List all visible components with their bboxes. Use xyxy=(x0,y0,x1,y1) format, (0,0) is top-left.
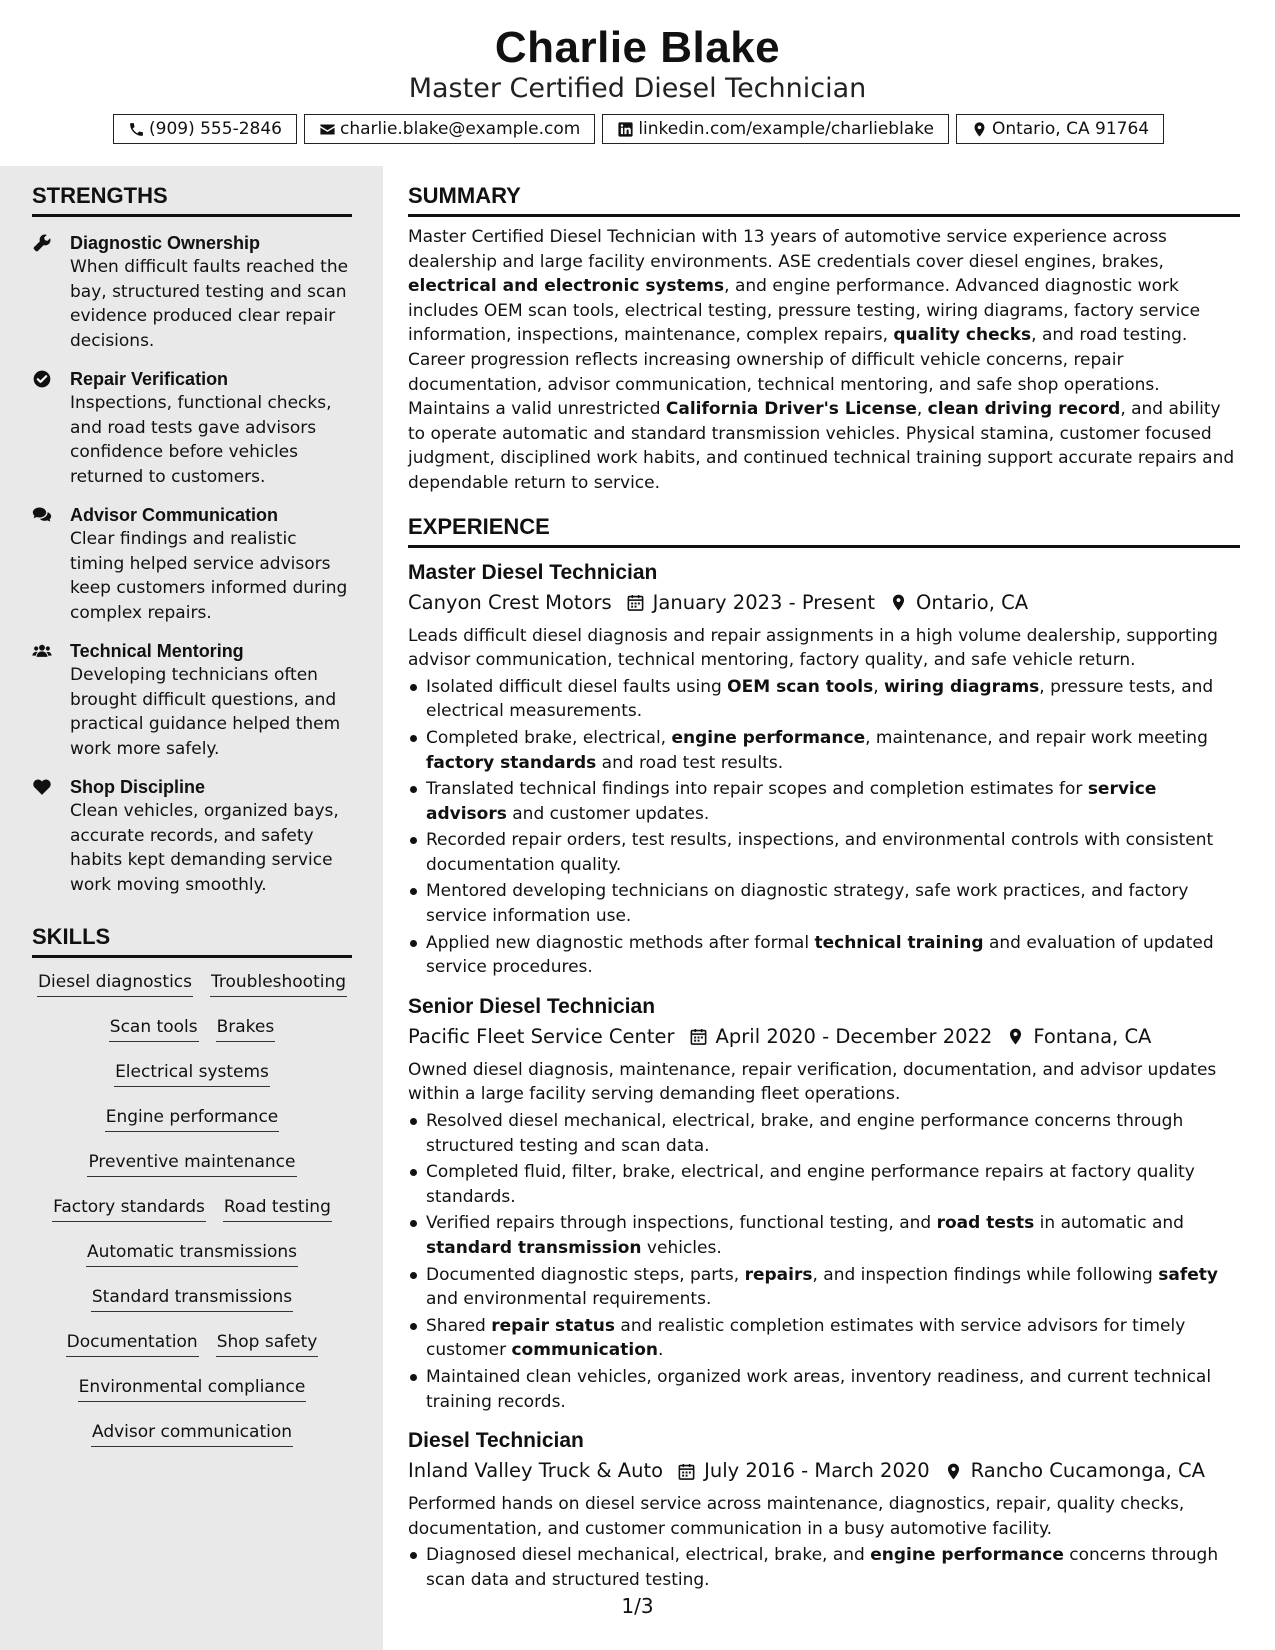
strength-name: Diagnostic Ownership xyxy=(70,233,261,253)
skill-tag: Advisor communication xyxy=(91,1420,293,1447)
strength-description: When difficult faults reached the bay, structured testing and scan evidence produced clear repair decisions. xyxy=(70,257,349,351)
job-role: Diesel Technician xyxy=(408,1429,584,1453)
strength-name: Technical Mentoring xyxy=(70,641,244,661)
users-icon xyxy=(32,641,52,661)
job-dates: January 2023 - Present xyxy=(652,590,876,614)
job-meta xyxy=(408,1022,1240,1052)
contact-bar xyxy=(113,114,1164,144)
text-segment: Completed brake, electrical, xyxy=(426,727,672,748)
text-segment: Maintained clean vehicles, organized work areas, inventory readiness, and current technical training records. xyxy=(426,1366,1212,1412)
job-bullets xyxy=(408,675,1240,980)
emphasis-text: repair status xyxy=(491,1315,616,1336)
map-pin-icon xyxy=(1006,1027,1025,1046)
check-circle-icon xyxy=(32,369,52,389)
text-segment: Shared xyxy=(426,1315,492,1336)
emphasis-text: factory standards xyxy=(426,752,597,773)
skill-tag: Automatic transmissions xyxy=(86,1240,298,1267)
bullet-item xyxy=(408,1160,1240,1209)
text-segment: . xyxy=(657,1340,664,1361)
strength-item xyxy=(32,639,352,761)
left-column xyxy=(32,182,352,1465)
bullet-item xyxy=(408,828,1240,877)
text-segment: Completed fluid, filter, brake, electrical, and engine performance repairs at factory quality standards. xyxy=(426,1162,1195,1207)
strength-name: Shop Discipline xyxy=(70,777,206,797)
envelope-icon xyxy=(319,121,336,138)
email-text: charlie.blake@example.com xyxy=(339,119,581,139)
map-pin-icon xyxy=(971,121,988,138)
text-segment: Recorded repair orders, test results, inspections, and environmental controls with consistent documentation quality. xyxy=(426,830,1214,875)
bullet-item xyxy=(408,931,1240,980)
strength-item xyxy=(32,231,352,353)
page-number: 1/3 xyxy=(621,1594,654,1618)
emphasis-text: communication xyxy=(511,1340,658,1361)
text-segment: Verified repairs through inspections, functional testing, and xyxy=(426,1213,937,1234)
skill-tag: Factory standards xyxy=(52,1195,206,1222)
text-segment: and evaluation of updated service procedures. xyxy=(426,932,1214,978)
job-company: Inland Valley Truck & Auto xyxy=(408,1459,664,1483)
job-company: Canyon Crest Motors xyxy=(408,590,612,614)
candidate-title: Master Certified Diesel Technician xyxy=(408,73,867,104)
text-segment: Applied new diagnostic methods after formal xyxy=(426,932,815,953)
strength-name: Advisor Communication xyxy=(70,505,279,525)
calendar-icon xyxy=(626,593,645,612)
skill-tag: Shop safety xyxy=(216,1330,319,1357)
text-segment: , xyxy=(873,676,885,697)
text-segment: Documented diagnostic steps, parts, xyxy=(426,1264,745,1285)
text-segment: , xyxy=(916,399,928,420)
job-description: Performed hands on diesel service across maintenance, diagnostics, repair, quality checks, documentation, and customer communication in a busy automotive facility. xyxy=(408,1494,1185,1539)
text-segment: , pressure tests, and electrical measurements. xyxy=(426,676,1214,722)
bullet-item xyxy=(408,1314,1240,1363)
contact-linkedin[interactable] xyxy=(602,114,949,144)
emphasis-text: OEM scan tools xyxy=(727,676,874,697)
job-location: Ontario, CA xyxy=(916,590,1029,614)
emphasis-text: quality checks xyxy=(893,325,1032,346)
strength-item xyxy=(32,775,352,897)
job-role: Master Diesel Technician xyxy=(408,560,658,584)
text-segment: Isolated difficult diesel faults using xyxy=(426,676,728,697)
text-segment: and road test results. xyxy=(596,752,784,773)
map-pin-icon xyxy=(944,1462,963,1481)
emphasis-text: electrical and electronic systems xyxy=(408,276,725,297)
emphasis-text: service advisors xyxy=(426,779,1157,824)
bullet-item xyxy=(408,777,1240,826)
strength-description: Developing technicians often brought difficult questions, and practical guidance helped them work more safely. xyxy=(70,665,341,759)
emphasis-text: technical training xyxy=(814,932,984,953)
job-company: Pacific Fleet Service Center xyxy=(408,1024,675,1048)
bullet-item xyxy=(408,879,1240,928)
text-segment: vehicles. xyxy=(641,1238,722,1258)
text-segment: Mentored developing technicians on diagnostic strategy, safe work practices, and factory service information use. xyxy=(426,881,1189,927)
job-description: Leads difficult diesel diagnosis and repair assignments in a high volume dealership, supporting advisor communication, technical mentoring, factory quality, and safe vehicle return. xyxy=(408,625,1218,671)
contact-email[interactable] xyxy=(304,114,595,144)
strength-description: Clean vehicles, organized bays, accurate records, and safety habits kept demanding service work moving smoothly. xyxy=(70,801,339,895)
job-bullets xyxy=(408,1543,1240,1592)
job-entry xyxy=(408,1426,1240,1592)
text-segment: , and road testing. Career progression reflects increasing ownership of difficult vehicle concerns, repair documentation, advisor communication, technical mentoring, and safe shop operations. Maintains a valid unrestricted xyxy=(408,325,1188,420)
skill-tag: Troubleshooting xyxy=(210,970,347,997)
skill-tag: Road testing xyxy=(223,1195,332,1222)
strengths-heading: STRENGTHS xyxy=(32,182,352,217)
skill-tag: Electrical systems xyxy=(114,1060,270,1087)
job-dates: July 2016 - March 2020 xyxy=(704,1459,930,1483)
job-entry xyxy=(408,992,1240,1414)
text-segment: , and engine performance. Advanced diagnostic work includes OEM scan tools, electrical testing, pressure testing, wiring diagrams, factory service information, inspections, maintenance, complex repairs, xyxy=(408,276,1201,346)
bullet-item xyxy=(408,1211,1240,1260)
location-text: Ontario, CA 91764 xyxy=(991,119,1150,139)
text-segment: concerns through scan data and structured testing. xyxy=(426,1545,1219,1590)
contact-location xyxy=(956,114,1164,144)
bullet-item xyxy=(408,675,1240,724)
text-segment: Diagnosed diesel mechanical, electrical, brake, and xyxy=(426,1545,871,1566)
emphasis-text: road tests xyxy=(936,1213,1035,1234)
wrench-icon xyxy=(32,233,52,253)
text-segment: in automatic and xyxy=(1034,1213,1184,1234)
bullet-item xyxy=(408,1263,1240,1312)
job-meta xyxy=(408,1456,1240,1486)
skill-tag: Standard transmissions xyxy=(91,1285,293,1312)
map-pin-icon xyxy=(889,593,908,612)
skill-tag: Documentation xyxy=(66,1330,199,1357)
text-segment: and environmental requirements. xyxy=(426,1289,712,1310)
heart-icon xyxy=(32,777,52,797)
emphasis-text: clean driving record xyxy=(927,399,1121,420)
text-segment: , and inspection findings while following xyxy=(812,1264,1159,1285)
skill-tag: Scan tools xyxy=(109,1015,199,1042)
strengths-list xyxy=(32,231,352,897)
emphasis-text: engine performance xyxy=(671,727,866,748)
calendar-icon xyxy=(677,1462,696,1481)
candidate-name: Charlie Blake xyxy=(494,23,781,72)
strength-item xyxy=(32,367,352,489)
text-segment: Master Certified Diesel Technician with 13 years of automotive service experience across dealership and large facility environments. ASE credentials cover diesel engines, brakes, xyxy=(408,227,1167,272)
phone-text: (909) 555-2846 xyxy=(149,119,282,139)
job-location: Fontana, CA xyxy=(1033,1024,1152,1048)
strength-description: Clear findings and realistic timing helped service advisors keep customers informed during complex repairs. xyxy=(70,529,348,623)
text-segment: Translated technical findings into repair scopes and completion estimates for xyxy=(426,779,1088,800)
phone-icon xyxy=(128,121,145,138)
emphasis-text: repairs xyxy=(744,1264,813,1285)
job-location: Rancho Cucamonga, CA xyxy=(970,1459,1205,1483)
skill-tag: Diesel diagnostics xyxy=(37,970,193,997)
linkedin-icon xyxy=(617,121,634,138)
text-segment: and realistic completion estimates with service advisors for timely customer xyxy=(426,1315,1186,1361)
right-column xyxy=(408,182,1240,1595)
job-role: Senior Diesel Technician xyxy=(408,994,656,1018)
calendar-icon xyxy=(689,1027,708,1046)
text-segment: and customer updates. xyxy=(506,803,710,824)
bullet-item xyxy=(408,1365,1240,1414)
bullet-item xyxy=(408,1109,1240,1158)
job-bullets xyxy=(408,1109,1240,1414)
experience-heading: EXPERIENCE xyxy=(408,513,1240,548)
text-segment: , maintenance, and repair work meeting xyxy=(865,727,1208,748)
emphasis-text: California Driver's License xyxy=(665,399,917,420)
emphasis-text: safety xyxy=(1158,1264,1218,1285)
bullet-item xyxy=(408,726,1240,775)
strength-item xyxy=(32,503,352,625)
job-meta xyxy=(408,588,1240,618)
text-segment: , and ability to operate automatic and standard transmission vehicles. Physical stamina, customer focused judgment, disciplined work habits, and continued technical training support accurate repairs and dependable return to service. xyxy=(408,399,1235,493)
comments-icon xyxy=(32,505,52,525)
strength-name: Repair Verification xyxy=(70,369,229,389)
text-segment: Resolved diesel mechanical, electrical, brake, and engine performance concerns through structured testing and scan data. xyxy=(426,1111,1184,1156)
emphasis-text: standard transmission xyxy=(426,1238,642,1258)
skills-list xyxy=(32,970,352,1465)
skill-tag: Brakes xyxy=(216,1015,276,1042)
job-entry xyxy=(408,558,1240,980)
emphasis-text: engine performance xyxy=(870,1545,1064,1566)
summary-text xyxy=(408,225,1240,496)
skill-tag: Environmental compliance xyxy=(78,1375,307,1402)
job-dates: April 2020 - December 2022 xyxy=(715,1024,993,1048)
job-description: Owned diesel diagnosis, maintenance, repair verification, documentation, and advisor updates within a large facility serving demanding fleet operations. xyxy=(408,1059,1217,1105)
skills-heading: SKILLS xyxy=(32,923,352,958)
contact-phone[interactable] xyxy=(113,114,297,144)
strength-description: Inspections, functional checks, and road tests gave advisors confidence before vehicles returned to customers. xyxy=(70,393,332,487)
summary-heading: SUMMARY xyxy=(408,182,1240,217)
emphasis-text: wiring diagrams xyxy=(884,676,1040,697)
linkedin-text: linkedin.com/example/charlieblake xyxy=(638,119,934,139)
bullet-item xyxy=(408,1543,1240,1592)
skill-tag: Preventive maintenance xyxy=(87,1150,296,1177)
skill-tag: Engine performance xyxy=(105,1105,280,1132)
